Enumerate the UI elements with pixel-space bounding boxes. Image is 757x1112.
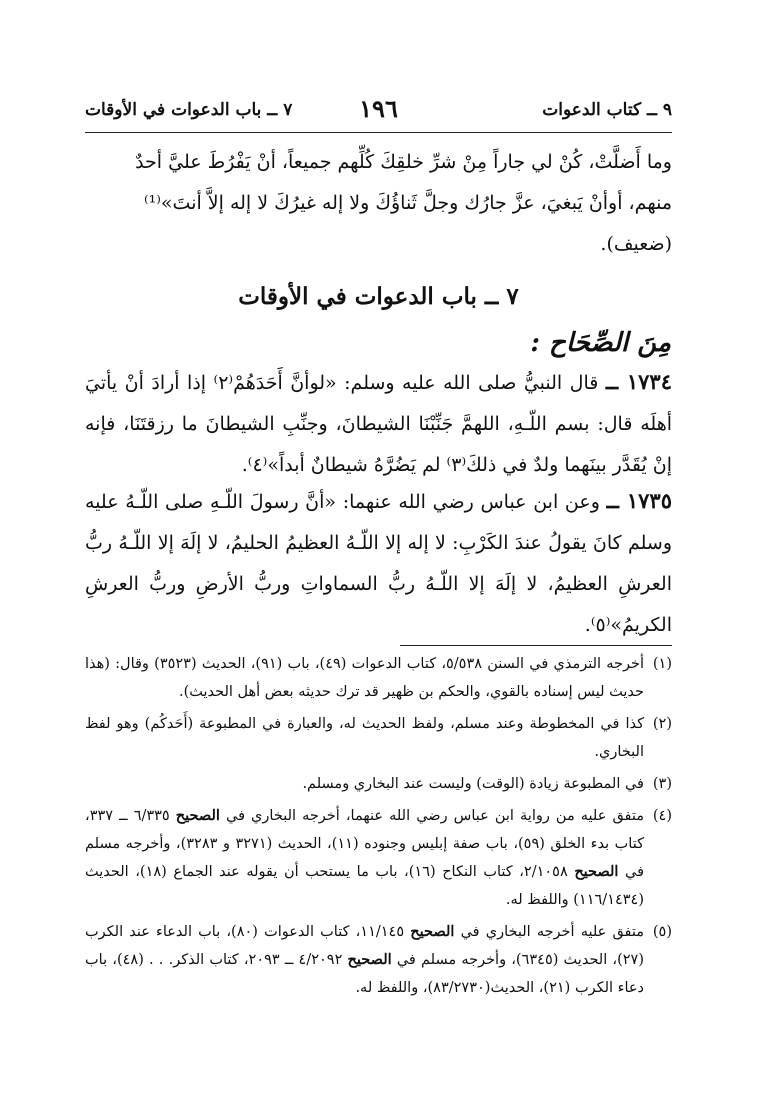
- footnote-source-title: الصحيح: [574, 863, 619, 880]
- hadith-1735: [85, 480, 672, 646]
- footnote-3: [85, 770, 672, 798]
- footnotes: [85, 650, 672, 1006]
- footnote-source-title: الصحيح: [347, 951, 392, 968]
- hadith-1734: [85, 361, 672, 486]
- running-header: [85, 94, 672, 133]
- footnote-source-title: الصحيح: [175, 807, 220, 824]
- hadith-text: وعن ابن عباس رضي الله عنهما: «أنَّ رسولَ اللّـهِ صلى اللّـهُ عليه وسلم كانَ يقولُ عندَ الكَرْبِ: لا إله إلا اللّـهُ العظيمُ الحليمُ، لا إلَهَ إلا اللّـهُ ربُّ العرشِ العظيمُ، لا إلَهَ إلا اللّـهُ ربُّ السماواتِ وربُّ الأرضِ وربُّ العرشِ الكريمُ»⁽٥⁾.: [85, 491, 672, 636]
- header-chapter-title: ٧ ــ باب الدعوات في الأوقات: [85, 100, 293, 120]
- section-subheading: مِنَ الصِّحَاح :: [530, 328, 671, 358]
- chapter-title: ٧ ــ باب الدعوات في الأوقات: [238, 283, 519, 310]
- footnote-text: [85, 918, 644, 1002]
- footnote-text-part: ١١/١٤٥، كتاب الدعوات (٨٠)، باب الدعاء عند الكرب (٢٧)، الحديث (٦٣٤٥)، وأخرجه مسلم في: [85, 924, 645, 968]
- footnote-text-part: متفق عليه أخرجه البخاري في: [460, 924, 645, 940]
- grading-note: (ضعيف).: [600, 233, 672, 255]
- carryover-text: [85, 142, 672, 265]
- header-book-title: ٩ ــ كتاب الدعوات: [542, 100, 672, 120]
- footnote-number: (٣): [652, 776, 672, 792]
- footnote-text-part: ٦/٣٣٥ ــ ٣٣٧، كتاب بدء الخلق (٥٩)، باب صفة إبليس وجنوده (١١)، الحديث (٣٢٧١ و ٣٢٨٣)، وأخرجه مسلم في: [85, 808, 645, 880]
- footnote-number: (١): [652, 656, 672, 672]
- footnote-text: كذا في المخطوطة وعند مسلم، ولفظ الحديث له، والعبارة في المطبوعة (أَحَدكُم) وهو لفظ البخاري.: [85, 716, 644, 760]
- hadith-number: ١٧٣٤ ــ: [605, 369, 672, 394]
- footnote-text: أخرجه الترمذي في السنن ٥/٥٣٨، كتاب الدعوات (٤٩)، باب (٩١)، الحديث (٣٥٢٣) وقال: (هذا حديث ليس إسناده بالقوي، والحكم بن ظهير قد ترك حديثه بعض أهل الحديث).: [85, 656, 645, 700]
- footnote-5: [85, 918, 672, 1002]
- footnote-text-part: ٢/١٠٥٨، كتاب النكاح (١٦)، باب ما يستحب أن يقوله عند الجماع (١٨)، الحديث (١١٦/١٤٣٤) واللفظ له.: [85, 864, 644, 908]
- footnote-number: (٥): [652, 924, 672, 940]
- footnote-2: [85, 710, 672, 766]
- carryover-line-1: وما أَضلَّتْ، كُنْ لي جاراً مِنْ شرِّ خلقِكَ كُلِّهم جميعاً، أنْ يَفْرُطَ عليَّ أحدٌ: [135, 151, 672, 173]
- page-number: ١٩٦: [359, 94, 398, 123]
- footnote-4: [85, 802, 672, 914]
- footnote-1: [85, 650, 672, 706]
- hadith-text: قال النبيُّ صلى الله عليه وسلم: «لوأنَّ أَحَدَهُمْ⁽٢⁾ إذا أرادَ أنْ يأتيَ أهلَه قال: بسم اللّـهِ، اللهمَّ جَنِّبْنَا الشيطانَ، وجنِّبِ الشيطانَ ما رزقتَنَا، فإنه إنْ يُقَدَّر بينَهما ولدٌ في ذلكَ⁽٣⁾ لم يَضُرَّهُ شيطانٌ أبداً»⁽٤⁾.: [85, 372, 672, 476]
- carryover-line-2: منهم، أوأنْ يَبغيَ، عزَّ جارُك وجلَّ ثَناؤُكَ ولا إله غيرُكَ لا إله إلاَّ أنتَ»⁽¹⁾: [143, 192, 672, 214]
- hadith-number: ١٧٣٥ ــ: [606, 488, 672, 513]
- footnote-number: (٢): [652, 716, 672, 732]
- footnote-number: (٤): [652, 808, 672, 824]
- footnote-text-part: متفق عليه من رواية ابن عباس رضي الله عنهما، أخرجه البخاري في: [225, 808, 645, 824]
- footnote-text: في المطبوعة زيادة (الوقت) وليست عند البخاري ومسلم.: [302, 776, 644, 792]
- footnote-divider: [400, 645, 672, 646]
- footnote-text: [85, 802, 644, 914]
- footnote-text-part: ٤/٢٠٩٢ ــ ٢٠٩٣، كتاب الذكر. . . (٤٨)، باب دعاء الكرب (٢١)، الحديث(٨٣/٢٧٣٠)، واللفظ له.: [85, 952, 644, 996]
- footnote-source-title: الصحيح: [410, 923, 455, 940]
